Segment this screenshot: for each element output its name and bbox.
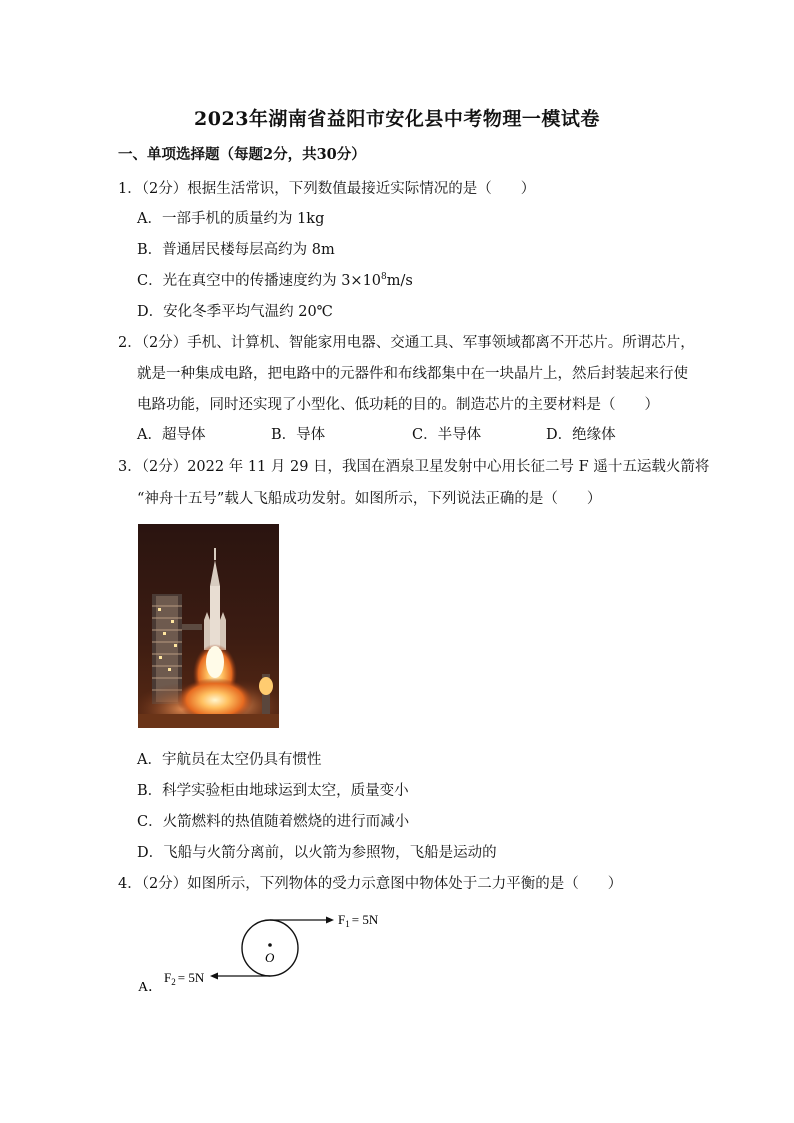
force-f2-arrowhead — [210, 973, 218, 980]
question-2-stem-line-1: 2．（2分）手机、计算机、智能家用电器、交通工具、军事领域都离不开芯片。所谓芯片， — [118, 335, 695, 351]
rocket-launch-photo — [138, 524, 279, 728]
question-3-stem-line-1: 3．（2分）2022 年 11 月 29 日，我国在酒泉卫星发射中心用长征二号 F 遥十五运载火箭将 — [118, 459, 710, 475]
question-4-option-a-label: A． — [138, 980, 163, 995]
force-f1-arrowhead — [326, 917, 334, 924]
question-2-option-d: D．绝缘体 — [546, 427, 616, 443]
question-1-option-c — [137, 269, 413, 290]
question-1-option-d: D．安化冬季平均气温约 20℃ — [137, 304, 333, 320]
question-3-option-a: A．宇航员在太空仍具有惯性 — [137, 752, 322, 768]
question-2-option-a: A．超导体 — [137, 427, 206, 443]
question-2-option-c: C．半导体 — [412, 427, 482, 443]
center-label: O — [265, 950, 275, 965]
question-2-options — [137, 423, 657, 447]
question-2-stem-line-3: 电路功能，同时还实现了小型化、低功耗的目的。制造芯片的主要材料是（ ） — [137, 397, 659, 413]
force-f1-label: $F_1 = 5N$ — [338, 912, 379, 929]
question-4-stem: 4．（2分）如图所示，下列物体的受力示意图中物体处于二力平衡的是（ ） — [118, 876, 623, 892]
question-1-stem: 1．（2分）根据生活常识，下列数值最接近实际情况的是（ ） — [118, 181, 536, 197]
question-2-stem-line-2: 就是一种集成电路，把电路中的元器件和布线都集中在一块晶片上，然后封装起来行使 — [137, 366, 688, 382]
force-diagram — [130, 900, 410, 1005]
option-c-unit: m/s — [386, 273, 413, 289]
object-circle — [242, 920, 298, 976]
question-3-option-d: D．飞船与火箭分离前，以火箭为参照物，飞船是运动的 — [137, 845, 497, 861]
exam-title: 2023年湖南省益阳市安化县中考物理一模试卷 — [194, 108, 600, 130]
question-3-option-c: C．火箭燃料的热值随着燃烧的进行而减小 — [137, 814, 410, 830]
section-heading: 一、单项选择题（每题2分，共30分） — [118, 146, 366, 163]
question-1-option-b: B．普通居民楼每层高约为 8m — [137, 242, 335, 258]
center-point — [268, 943, 272, 947]
force-f2-label: $F_2 = 5N$ — [164, 970, 205, 987]
option-c-exponent: 8 — [381, 272, 387, 283]
question-2-option-b: B．导体 — [271, 427, 326, 443]
question-3-option-b: B．科学实验柜由地球运到太空，质量变小 — [137, 783, 409, 799]
option-c-text: C．光在真空中的传播速度约为 3×10 — [137, 273, 382, 289]
question-3-stem-line-2: “神舟十五号”载人飞船成功发射。如图所示，下列说法正确的是（ ） — [137, 491, 602, 507]
question-1-option-a: A．一部手机的质量约为 1kg — [137, 211, 325, 227]
